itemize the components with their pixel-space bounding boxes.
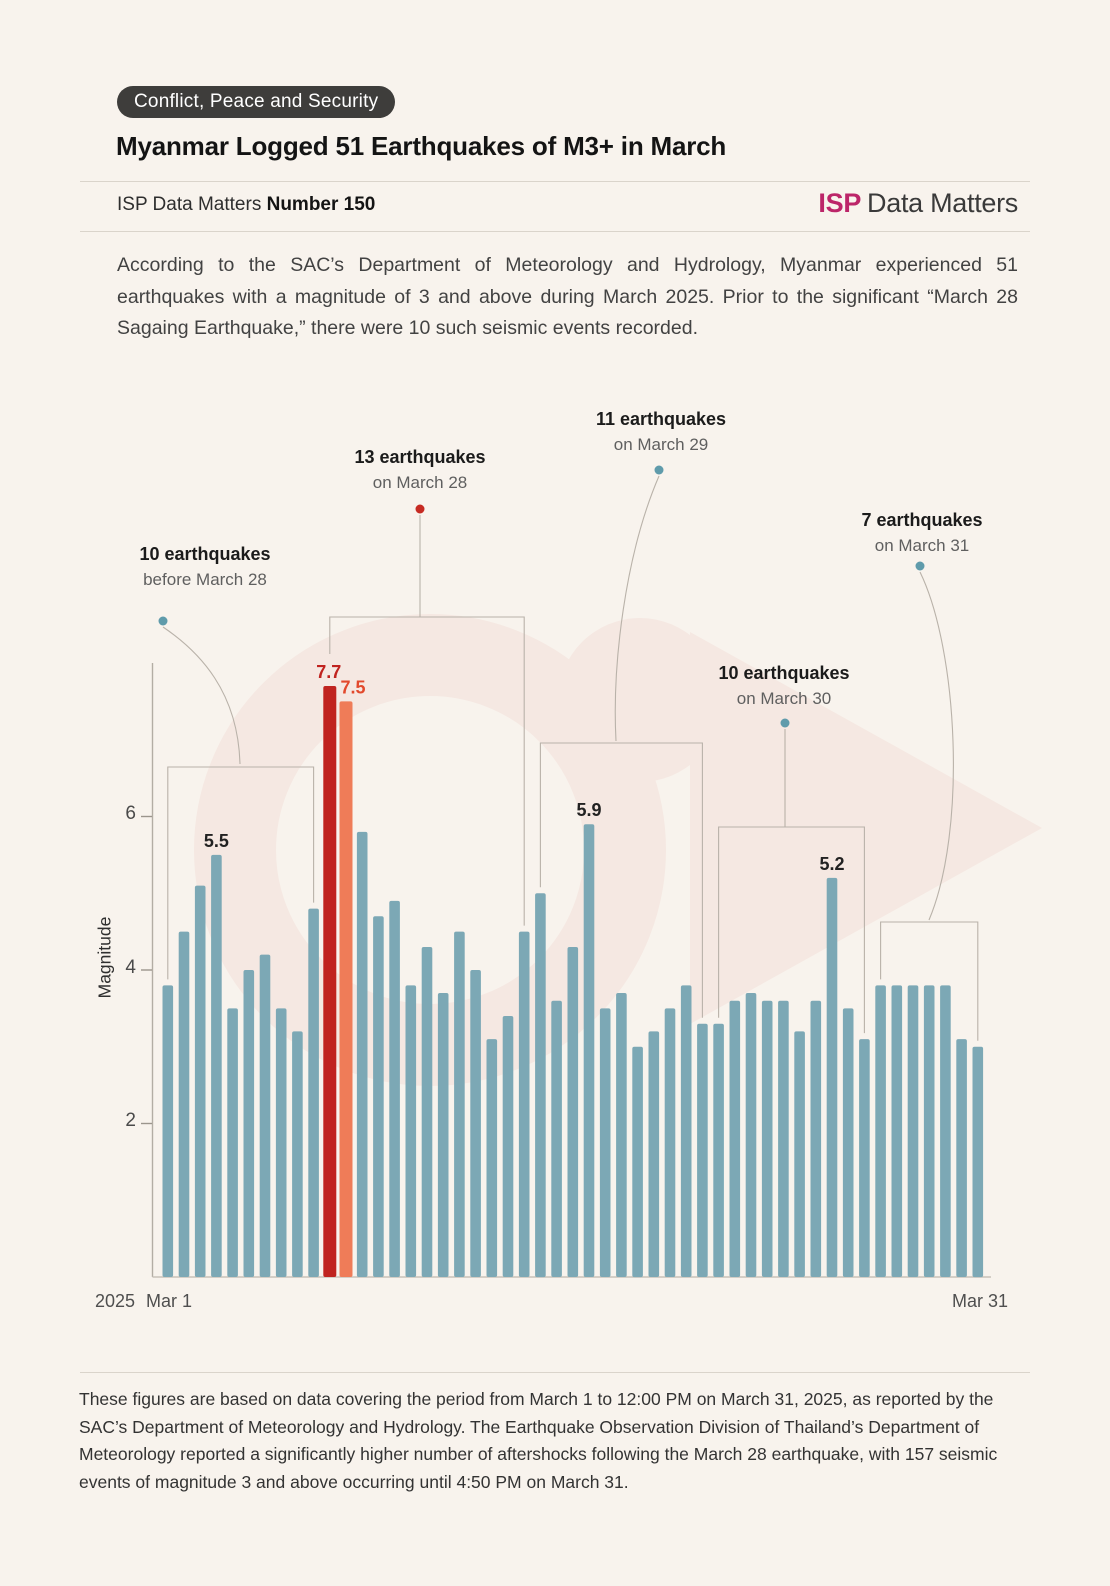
bar bbox=[438, 993, 449, 1277]
bar bbox=[406, 985, 417, 1277]
value-label: 7.5 bbox=[340, 677, 366, 698]
bar bbox=[697, 1024, 708, 1277]
bar bbox=[163, 985, 174, 1277]
y-axis-label: Magnitude bbox=[94, 916, 115, 999]
annotation-dot-4 bbox=[916, 562, 925, 571]
annotation-before-march-28: 10 earthquakes before March 28 bbox=[139, 544, 271, 589]
bar bbox=[373, 916, 384, 1277]
bar-mainshock bbox=[323, 686, 336, 1277]
bar bbox=[292, 1031, 303, 1277]
bar bbox=[470, 970, 481, 1277]
y-tick-6: 6 bbox=[125, 803, 136, 824]
bar-aftershock bbox=[340, 701, 353, 1277]
bar bbox=[600, 1008, 611, 1277]
bar bbox=[422, 947, 433, 1277]
bar bbox=[195, 886, 206, 1277]
bar bbox=[713, 1024, 724, 1277]
bar bbox=[940, 985, 951, 1277]
annotation-dot-2 bbox=[655, 466, 664, 475]
value-label: 5.5 bbox=[203, 830, 229, 851]
annotation-dot-3 bbox=[781, 719, 790, 728]
bar bbox=[811, 1001, 822, 1277]
bar bbox=[551, 1001, 562, 1277]
bar bbox=[584, 824, 595, 1277]
bar bbox=[924, 985, 935, 1277]
brand-logo-rest: Data Matters bbox=[867, 188, 1018, 218]
annotation-dot-1 bbox=[416, 505, 425, 514]
bar bbox=[179, 932, 190, 1277]
bar bbox=[973, 1047, 984, 1277]
bar bbox=[260, 955, 271, 1277]
bar bbox=[454, 932, 465, 1277]
bar bbox=[632, 1047, 643, 1277]
bar bbox=[389, 901, 400, 1277]
bar bbox=[649, 1031, 660, 1277]
annotation-march-30: 10 earthquakes on March 30 bbox=[718, 663, 850, 708]
annotation-dot-0 bbox=[159, 617, 168, 626]
value-label: 5.2 bbox=[819, 853, 845, 874]
series-name: ISP Data Matters bbox=[117, 194, 262, 215]
bar bbox=[487, 1039, 498, 1277]
divider-footer bbox=[80, 1372, 1030, 1373]
bar bbox=[681, 985, 692, 1277]
annotation-march-31: 7 earthquakes on March 31 bbox=[861, 510, 983, 555]
bar bbox=[956, 1039, 967, 1277]
value-label: 5.9 bbox=[576, 800, 602, 821]
y-tick-4: 4 bbox=[125, 957, 136, 978]
bar bbox=[519, 932, 530, 1277]
intro-paragraph: According to the SAC’s Department of Meteorology and Hydrology, Myanmar experienced 51 earthquakes with a magnitude of 3 and above during March 2025. Prior to the significant “March 28 Sagaing Earthquake,” there were 10 such seismic events recorded. bbox=[117, 254, 1018, 339]
value-label: 7.7 bbox=[316, 662, 342, 682]
bar bbox=[227, 1008, 238, 1277]
bar bbox=[827, 878, 838, 1277]
bar bbox=[875, 985, 886, 1277]
bar bbox=[778, 1001, 789, 1277]
x-axis-start: Mar 1 bbox=[146, 1291, 193, 1311]
bar bbox=[730, 1001, 741, 1277]
bar bbox=[892, 985, 903, 1277]
bar bbox=[859, 1039, 870, 1277]
bar bbox=[276, 1008, 287, 1277]
bar bbox=[244, 970, 255, 1277]
bar bbox=[794, 1031, 805, 1277]
bar bbox=[211, 855, 222, 1277]
annotation-march-28: 13 earthquakes on March 28 bbox=[354, 447, 486, 492]
footer-note: These figures are based on data covering the period from March 1 to 12:00 PM on March 31, 2025, as reported by the SAC’s Department of Meteorology and Hydrology. The Earthquake Observation Division of Thailand’s Department of Meteorology reported a significantly higher number of aftershocks following the March 28 earthquake, with 157 seismic events of magnitude 3 and above occurring until 4:50 PM on March 31. bbox=[79, 1389, 998, 1492]
bar bbox=[568, 947, 579, 1277]
bar bbox=[908, 985, 919, 1277]
bar bbox=[308, 909, 319, 1277]
bar bbox=[535, 893, 546, 1277]
bar bbox=[665, 1008, 676, 1277]
bar bbox=[843, 1008, 854, 1277]
bar bbox=[357, 832, 368, 1277]
bar bbox=[762, 1001, 773, 1277]
bar bbox=[503, 1016, 514, 1277]
annotation-march-29: 11 earthquakes on March 29 bbox=[595, 409, 727, 454]
bar bbox=[746, 993, 757, 1277]
bar bbox=[616, 993, 627, 1277]
page-title: Myanmar Logged 51 Earthquakes of M3+ in March bbox=[116, 131, 727, 161]
issue-number: Number 150 bbox=[266, 194, 376, 215]
x-axis-year: 2025 bbox=[95, 1291, 136, 1311]
x-axis-end: Mar 31 bbox=[951, 1291, 1008, 1311]
y-tick-2: 2 bbox=[125, 1110, 136, 1131]
category-badge: Conflict, Peace and Security bbox=[117, 86, 395, 118]
brand-logo-isp: ISP bbox=[818, 188, 862, 218]
